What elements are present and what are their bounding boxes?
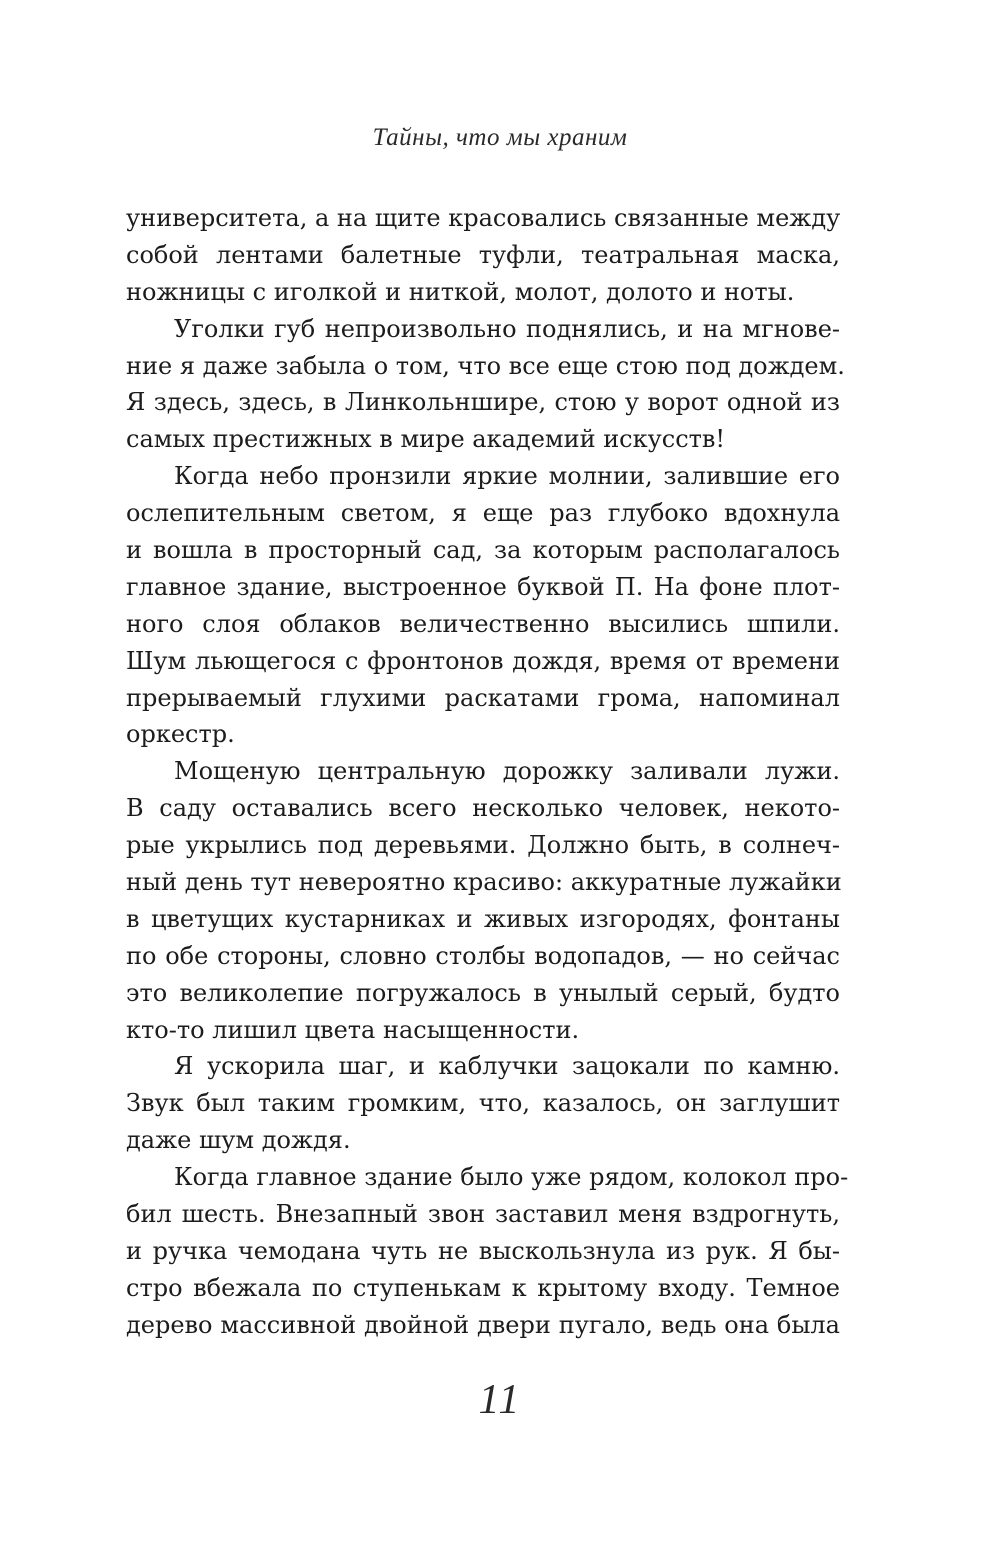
body-text: [126, 200, 849, 1344]
text-line: бил шесть. Внезапный звон заставил меня вздрогнуть,: [126, 1200, 840, 1229]
text-line: Когда небо пронзили яркие молнии, залившие его: [174, 462, 840, 491]
text-line: кто-то лишил цвета насыщенности.: [126, 1015, 580, 1044]
text-line: ние я даже забыла о том, что все еще стою под дождем.: [126, 351, 845, 380]
text-line: Я здесь, здесь, в Линкольншире, стою у ворот одной из: [126, 388, 840, 417]
text-line: главное здание, выстроенное буквой П. На фоне плот-: [126, 572, 840, 601]
text-line: университета, а на щите красовались связанные между: [126, 204, 841, 232]
text-line: и вошла в просторный сад, за которым располагалось: [126, 536, 840, 565]
text-line: оркестр.: [126, 720, 235, 749]
page-number: 11: [478, 1377, 522, 1423]
text-line: ослепительным светом, я еще раз глубоко вдохнула: [126, 499, 840, 528]
text-line: В саду оставались всего несколько человек, некото-: [126, 794, 840, 823]
text-line: даже шум дождя.: [126, 1126, 351, 1155]
text-line: самых престижных в мире академий искусств!: [126, 425, 726, 454]
text-line: Шум льющегося с фронтонов дождя, время от времени: [126, 646, 840, 675]
text-line: Когда главное здание было уже рядом, колокол про-: [174, 1163, 849, 1192]
text-line: ного слоя облаков величественно высились шпили.: [126, 609, 840, 638]
text-line: собой лентами балетные туфли, театральная маска,: [126, 240, 840, 269]
text-line: дерево массивной двойной двери пугало, ведь она была: [126, 1310, 840, 1339]
text-line: стро вбежала по ступенькам к крытому входу. Темное: [126, 1273, 840, 1302]
text-line: прерываемый глухими раскатами грома, напоминал: [126, 683, 840, 712]
text-line: Мощеную центральную дорожку заливали лужи.: [174, 757, 840, 786]
text-line: Я ускорила шаг, и каблучки зацокали по камню.: [174, 1052, 840, 1081]
text-line: это великолепие погружалось в унылый серый, будто: [126, 978, 840, 1007]
running-title: Тайны, что мы храним: [372, 124, 628, 151]
text-line: Уголки губ непроизвольно поднялись, и на мгнове-: [174, 314, 840, 343]
text-line: ножницы с иголкой и ниткой, молот, долото и ноты.: [126, 277, 795, 306]
text-line: рые укрылись под деревьями. Должно быть, в солнеч-: [126, 831, 840, 860]
text-line: в цветущих кустарниках и живых изгородях, фонтаны: [126, 904, 840, 933]
text-line: и ручка чемодана чуть не выскользнула из рук. Я бы-: [126, 1236, 840, 1265]
text-line: ный день тут невероятно красиво: аккуратные лужайки: [126, 868, 842, 897]
text-line: Звук был таким громким, что, казалось, он заглушит: [126, 1089, 840, 1118]
text-line: по обе стороны, словно столбы водопадов, — но сейчас: [126, 941, 840, 970]
